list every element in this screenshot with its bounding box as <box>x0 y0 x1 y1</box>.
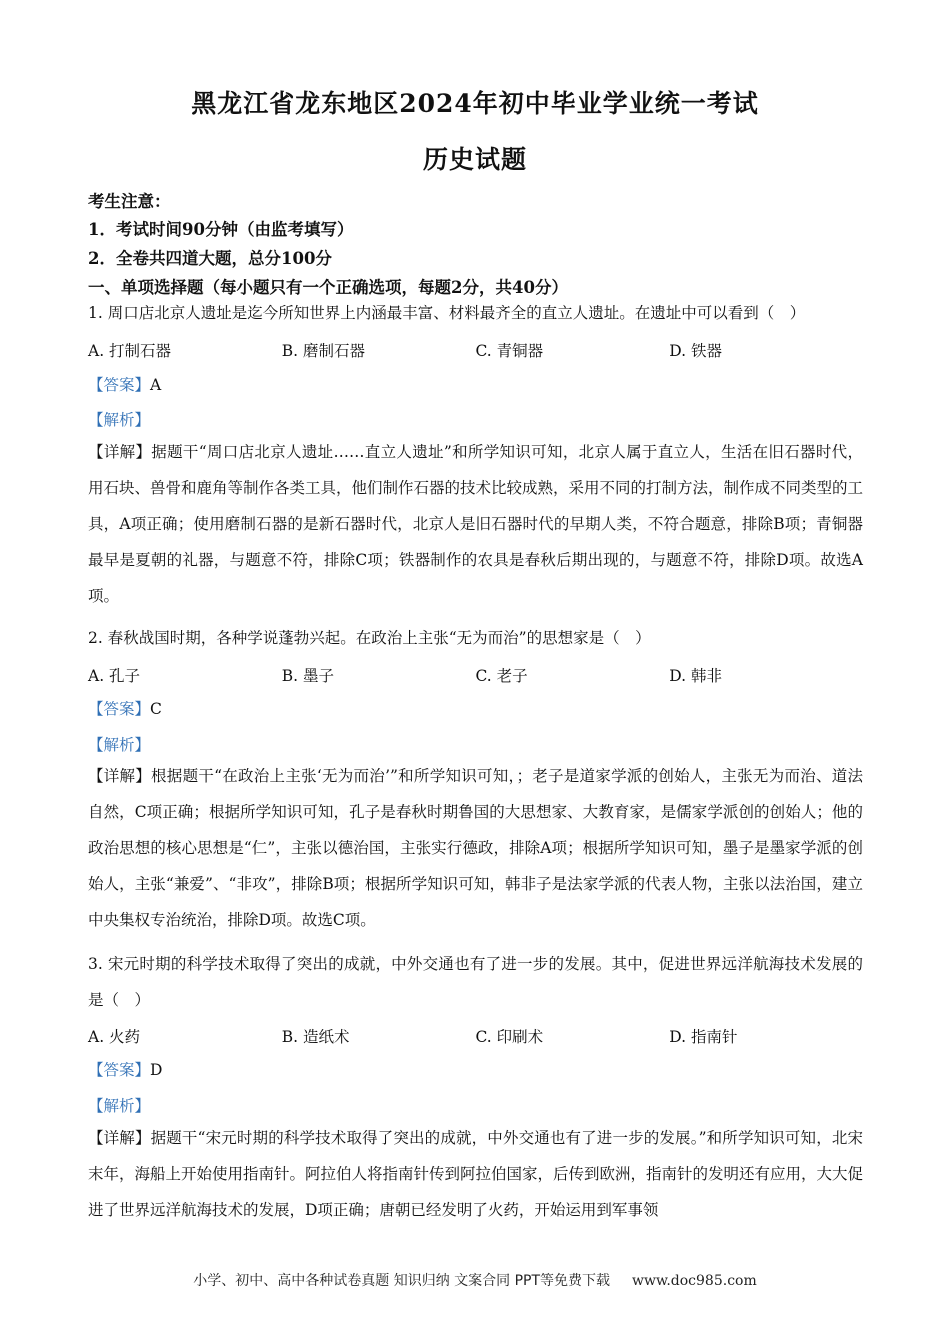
answer-value: A <box>150 376 162 394</box>
option-b: B. 造纸术 <box>281 1028 350 1046</box>
answer-label: 【答案】 <box>88 1061 151 1079</box>
answer-label: 【答案】 <box>88 376 151 394</box>
option-a: A. 火药 <box>88 1028 141 1046</box>
question-1-options <box>88 339 863 361</box>
answer-value: D <box>150 1061 163 1079</box>
question-1-answer <box>88 374 863 397</box>
question-2-detail: 【详解】根据题干“在政治上主张‘无为而治’”和所学知识可知，；老子是道家学派的创始人，主张无为而治、道法自然，C项正确；根据所学知识可知，孔子是春秋时期鲁国的大思想家、大教育家，是儒家学派创的创始人；他的政治思想的核心思想是“仁”，主张以德治国，主张实行德政，排除A项；根据所学知识可知，墨子是墨家学派的创始人，主张“兼爱”、“非攻”，排除B项；根据所学知识可知，韩非子是法家学派的代表人物，主张以法治国，建立中央集权专治统治，排除D项。故选C项。 <box>88 767 863 929</box>
question-3-stem: 3. 宋元时期的科学技术取得了突出的成就，中外交通也有了进一步的发展。其中，促进世界远洋航海技术发展的是（ ） <box>88 955 863 1009</box>
question-2-answer <box>88 698 863 721</box>
option-a: A. 打制石器 <box>88 342 172 360</box>
question-1-analysis-label: 【解析】 <box>88 411 151 429</box>
option-b: B. 磨制石器 <box>281 342 365 360</box>
option-c: C. 青铜器 <box>475 342 544 360</box>
option-c: C. 印刷术 <box>475 1028 544 1046</box>
question-3-answer <box>88 1059 863 1082</box>
question-1-detail: 【详解】据题干“周口店北京人遗址……直立人遗址”和所学知识可知，北京人属于直立人，生活在旧石器时代，用石块、兽骨和鹿角等制作各类工具，他们制作石器的技术比较成熟，采用不同的打制方法，制作成不同类型的工具，A项正确；使用磨制石器的是新石器时代，北京人是旧石器时代的早期人类，不符合题意，排除B项；青铜器最早是夏朝的礼器，与题意不符，排除C项；铁器制作的农具是春秋后期出现的，与题意不符，排除D项。故选A项。 <box>88 443 864 605</box>
question-3-analysis-label: 【解析】 <box>88 1097 151 1115</box>
option-d: D. 韩非 <box>669 667 722 685</box>
footer-text: 小学、初中、高中各种试卷真题 知识归纳 文案合同 PPT等免费下载 <box>193 1273 611 1289</box>
option-d: D. 铁器 <box>669 342 722 360</box>
option-b: B. 墨子 <box>281 667 334 685</box>
question-1-stem: 1. 周口店北京人遗址是迄今所知世界上内涵最丰富、材料最齐全的直立人遗址。在遗址中可以看到（ ） <box>88 304 806 322</box>
question-3-options <box>88 1025 863 1047</box>
answer-value: C <box>150 700 162 718</box>
answer-label: 【答案】 <box>88 700 151 718</box>
footer-link[interactable]: www.doc985.com <box>632 1273 757 1289</box>
option-a: A. 孔子 <box>88 667 141 685</box>
option-c: C. 老子 <box>475 667 528 685</box>
notice-heading: 考生注意： <box>88 192 171 211</box>
question-3-detail: 【详解】据题干“宋元时期的科学技术取得了突出的成就，中外交通也有了进一步的发展。”和所学知识可知，北宋末年，海船上开始使用指南针。阿拉伯人将指南针传到阿拉伯国家，后传到欧洲，指南针的发明还有应用，大大促进了世界远洋航海技术的发展，D项正确；唐朝已经发明了火药，开始运用到军事领 <box>88 1129 864 1219</box>
exam-subtitle: 历史试题 <box>422 145 527 174</box>
notice-item-2: 2．全卷共四道大题，总分100分 <box>88 249 332 268</box>
notice-item-1: 1．考试时间90分钟（由监考填写） <box>88 220 354 239</box>
section-heading: 一、单项选择题（每小题只有一个正确选项，每题2分，共40分） <box>88 278 568 297</box>
page-footer <box>0 1270 950 1290</box>
question-2-options <box>88 664 863 686</box>
option-d: D. 指南针 <box>669 1028 738 1046</box>
exam-title: 黑龙江省龙东地区2024年初中毕业学业统一考试 <box>191 89 759 118</box>
question-2-analysis-label: 【解析】 <box>88 736 151 754</box>
question-2-stem: 2. 春秋战国时期，各种学说蓬勃兴起。在政治上主张“无为而治”的思想家是（ ） <box>88 629 651 647</box>
